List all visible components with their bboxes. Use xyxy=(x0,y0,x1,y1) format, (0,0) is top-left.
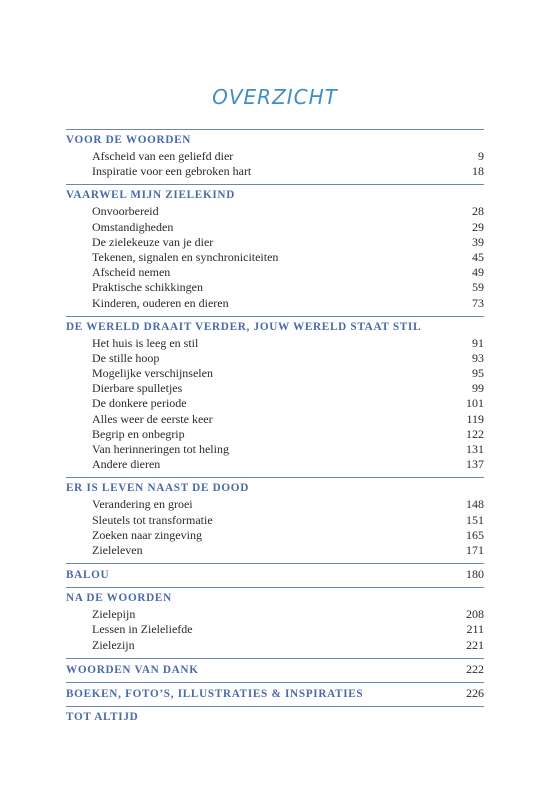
toc-entry-page-number: 171 xyxy=(466,542,484,557)
toc-entry-label: De zielekeuze van je dier xyxy=(92,234,214,249)
toc-entry[interactable] xyxy=(66,296,484,311)
toc-section-heading[interactable] xyxy=(66,480,484,496)
toc-entry-page-number: 39 xyxy=(472,234,484,249)
toc-entry-page-number: 73 xyxy=(472,295,484,310)
toc-section xyxy=(66,563,484,582)
toc-section xyxy=(66,477,484,558)
toc-entry-page-number: 131 xyxy=(466,442,484,456)
toc-entry[interactable] xyxy=(66,607,484,622)
toc-entry[interactable] xyxy=(66,204,484,219)
toc-entry-label: Zielezijn xyxy=(92,637,135,652)
toc-entry-page-number: 93 xyxy=(472,350,484,365)
toc-entry[interactable] xyxy=(66,412,484,427)
toc-entry[interactable] xyxy=(66,280,484,295)
toc-entry[interactable] xyxy=(66,351,484,366)
toc-entry[interactable] xyxy=(66,513,484,528)
toc-entry-label: Mogelijke verschijnselen xyxy=(92,366,213,381)
toc-entry[interactable] xyxy=(66,164,484,179)
toc-section xyxy=(66,682,484,701)
toc-entry-page-number: 151 xyxy=(466,512,484,527)
section-page-number: 222 xyxy=(466,661,484,676)
toc-entry-label: Afscheid van een geliefd dier xyxy=(92,149,234,163)
section-heading-label: BALOU xyxy=(66,569,110,582)
toc-section-heading[interactable] xyxy=(66,590,484,606)
toc-entry-label: De donkere periode xyxy=(92,396,187,411)
section-page-number: 226 xyxy=(466,685,484,700)
toc-section xyxy=(66,658,484,677)
toc-section-heading[interactable] xyxy=(66,319,484,335)
toc-entry-label: Andere dieren xyxy=(92,457,161,472)
toc-section xyxy=(66,587,484,653)
toc-section xyxy=(66,316,484,473)
toc-entry-page-number: 29 xyxy=(472,219,484,234)
toc-entry-page-number: 221 xyxy=(466,637,484,652)
toc-entry[interactable] xyxy=(66,336,484,351)
toc-entry-page-number: 95 xyxy=(472,366,484,381)
toc-entry-label: Afscheid nemen xyxy=(92,265,171,280)
toc-section-heading[interactable] xyxy=(66,685,484,701)
section-heading-label: BOEKEN, FOTO’S, ILLUSTRATIES & INSPIRATIES xyxy=(66,687,364,700)
toc-entry-page-number: 119 xyxy=(466,411,484,426)
toc-entry[interactable] xyxy=(66,622,484,637)
toc-section xyxy=(66,706,484,725)
toc-entry-page-number: 208 xyxy=(466,607,484,622)
section-heading-label: DE WERELD DRAAIT VERDER, JOUW WERELD STAAT STIL xyxy=(66,320,422,333)
table-of-contents xyxy=(66,129,484,730)
toc-entry[interactable] xyxy=(66,497,484,512)
toc-entry-page-number: 99 xyxy=(472,381,484,396)
toc-section-heading[interactable] xyxy=(66,187,484,203)
toc-entry-label: Zoeken naar zingeving xyxy=(92,527,202,542)
toc-entry[interactable] xyxy=(66,442,484,457)
toc-entry-page-number: 45 xyxy=(472,249,484,264)
toc-entry[interactable] xyxy=(66,265,484,280)
toc-entry-label: Het huis is leeg en stil xyxy=(92,335,199,350)
toc-section xyxy=(66,184,484,310)
toc-entry[interactable] xyxy=(66,149,484,164)
toc-entry-page-number: 148 xyxy=(466,497,484,512)
section-heading-label: VAARWEL MIJN ZIELEKIND xyxy=(66,189,235,202)
section-heading-label: ER IS LEVEN NAAST DE DOOD xyxy=(66,482,249,495)
toc-entry-page-number: 165 xyxy=(466,527,484,542)
toc-entry-page-number: 91 xyxy=(472,335,484,350)
toc-section-heading[interactable] xyxy=(66,566,484,582)
toc-entry-label: Tekenen, signalen en synchroniciteiten xyxy=(92,249,279,264)
section-heading-label: NA DE WOORDEN xyxy=(66,592,172,605)
toc-entry-page-number: 9 xyxy=(478,149,484,163)
toc-entry[interactable] xyxy=(66,543,484,558)
toc-entry[interactable] xyxy=(66,366,484,381)
toc-entry[interactable] xyxy=(66,250,484,265)
toc-entry-label: Onvoorbereid xyxy=(92,204,159,219)
toc-entry-page-number: 59 xyxy=(472,280,484,295)
toc-entry-page-number: 101 xyxy=(466,396,484,411)
toc-entry-label: De stille hoop xyxy=(92,350,160,365)
toc-section-heading[interactable] xyxy=(66,132,484,148)
toc-entry[interactable] xyxy=(66,528,484,543)
toc-entry-page-number: 49 xyxy=(472,265,484,280)
toc-entry-label: Van herinneringen tot heling xyxy=(92,442,229,456)
toc-entry-page-number: 28 xyxy=(472,204,484,219)
toc-entry-label: Dierbare spulletjes xyxy=(92,381,183,396)
toc-entry-label: Verandering en groei xyxy=(92,497,193,512)
toc-entry[interactable] xyxy=(66,638,484,653)
toc-section-heading[interactable] xyxy=(66,709,484,725)
toc-entry[interactable] xyxy=(66,220,484,235)
section-heading-label: VOOR DE WOORDEN xyxy=(66,134,192,146)
toc-entry[interactable] xyxy=(66,381,484,396)
toc-entry-page-number: 18 xyxy=(472,164,484,179)
toc-entry-label: Omstandigheden xyxy=(92,219,174,234)
section-heading-label: TOT ALTIJD xyxy=(66,710,139,723)
toc-entry-label: Sleutels tot transformatie xyxy=(92,512,213,527)
toc-entry-label: Kinderen, ouderen en dieren xyxy=(92,295,229,310)
toc-entry-page-number: 211 xyxy=(466,622,484,637)
toc-entry-label: Lessen in Zieleliefde xyxy=(92,622,193,637)
toc-entry[interactable] xyxy=(66,457,484,472)
toc-entry-label: Zieleleven xyxy=(92,542,143,557)
toc-entry-page-number: 137 xyxy=(466,457,484,472)
section-heading-label: WOORDEN VAN DANK xyxy=(66,663,199,676)
toc-entry-page-number: 122 xyxy=(466,426,484,441)
toc-entry[interactable] xyxy=(66,427,484,442)
section-page-number: 180 xyxy=(466,567,484,582)
toc-entry-label: Inspiratie voor een gebroken hart xyxy=(92,164,252,179)
toc-entry-label: Zielepijn xyxy=(92,607,136,622)
toc-section xyxy=(66,129,484,179)
toc-entry[interactable] xyxy=(66,396,484,411)
toc-entry-label: Alles weer de eerste keer xyxy=(92,411,213,426)
toc-entry-label: Praktische schikkingen xyxy=(92,280,203,295)
toc-section-heading[interactable] xyxy=(66,661,484,677)
toc-entry-label: Begrip en onbegrip xyxy=(92,426,185,441)
page-title: OVERZICHT xyxy=(212,85,338,109)
toc-entry[interactable] xyxy=(66,235,484,250)
